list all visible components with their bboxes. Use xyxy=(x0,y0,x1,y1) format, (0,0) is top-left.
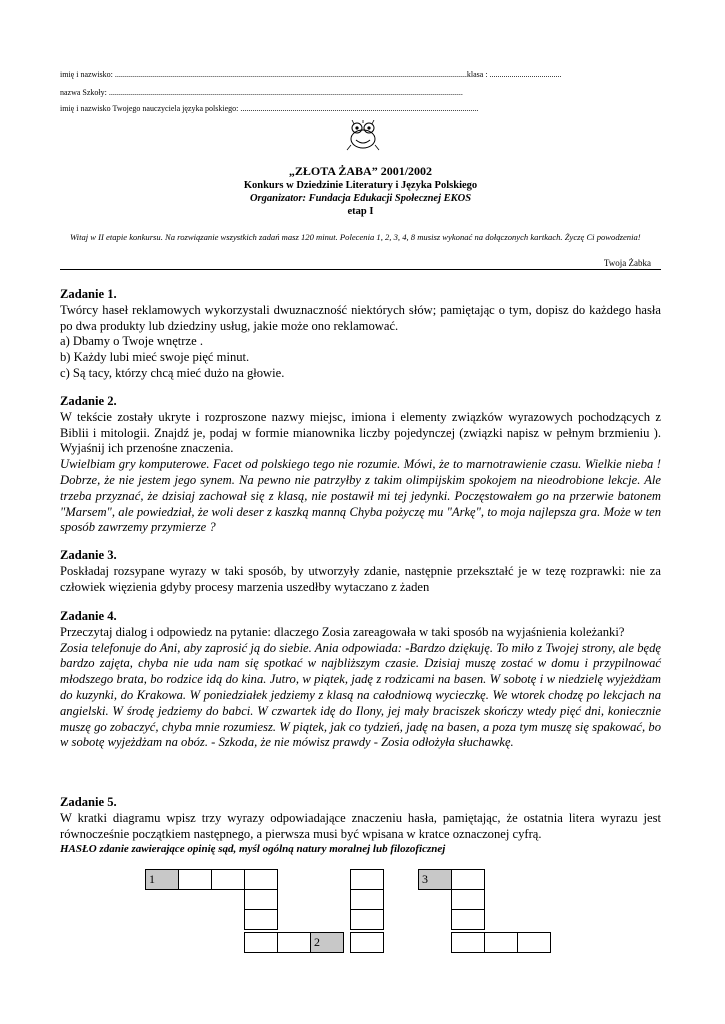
crossword-cell[interactable] xyxy=(451,909,485,930)
crossword-cell[interactable] xyxy=(244,889,278,910)
task-1-item-c: c) Są tacy, którzy chcą mieć dużo na głowie. xyxy=(60,365,285,380)
crossword-cell[interactable] xyxy=(451,869,485,890)
task-1-heading: Zadanie 1. xyxy=(60,287,117,301)
crossword-cell[interactable] xyxy=(244,932,278,953)
contest-organizer: Organizator: Fundacja Edukacji Społecznej EKOS xyxy=(249,193,472,204)
crossword-cell[interactable] xyxy=(350,889,384,910)
crossword-cell[interactable] xyxy=(451,932,485,953)
task-2-heading: Zadanie 2. xyxy=(60,394,117,408)
task-4 xyxy=(60,609,661,751)
task-1-item-a: a) Dbamy o Twoje wnętrze . xyxy=(60,334,203,349)
header-divider xyxy=(60,269,661,270)
contest-stage: etap I xyxy=(347,206,374,217)
task-5 xyxy=(60,795,661,858)
intro-text: Witaj w II etapie konkursu. Na rozwiązanie wszystkich zadań masz 120 minut. Polecenia 1, 2, 3, 4, 8 musisz wykonać na dołączonych kartkach. Życzę Ci powodzenia! xyxy=(70,232,641,242)
crossword-cell[interactable] xyxy=(178,869,212,890)
crossword-cell-numbered[interactable]: 2 xyxy=(310,932,344,953)
task-2-text: W tekście zostały ukryte i rozproszone nazwy miejsc, imiona i elementy związków wyrazowych pochodzących z Biblii i mitologii. Znajdź je, podaj w formie mianownika liczby pojedynczej (związki napisz w pełnym brzmieniu ). Wyjaśnij ich przenośne znaczenia. xyxy=(60,409,661,456)
name-field-line: imię i nazwisko: ................................................................................................................................................................................klasa : .................................... xyxy=(60,70,562,79)
task-3 xyxy=(60,548,661,595)
crossword-cell[interactable] xyxy=(350,932,384,953)
crossword-cell[interactable] xyxy=(244,909,278,930)
task-4-heading: Zadanie 4. xyxy=(60,609,117,623)
task-5-text: W kratki diagramu wpisz trzy wyrazy odpowiadające znaczeniu hasła, pamiętając, że ostatnia litera wyrazu jest równocześnie początkiem następnego, a pierwsza musi być wpisana w kratce oznaczonej cyfrą. xyxy=(60,810,661,841)
crossword-cell-numbered[interactable]: 3 xyxy=(418,869,452,890)
task-4-quote: Zosia telefonuje do Ani, aby zaprosić ją do siebie. Ania odpowiada: -Bardzo dziękuję. To miło z Twojej strony, ale będę bardzo zajęta, chyba nie uda nam się spotkać w najbliższym czasie. Dzisiaj muszę zostać w domu i przypilnować młodszego brata, bo rodzice idą do kina. Jutro, w piątek, jadę z rodzicami na basen. W sobotę i w niedzielę wyjeżdżam do kuzynki, do Krakowa. W poniedziałek jedziemy z klasą na całodniową wycieczkę. We wtorek chodzę po lekcjach na angielski. W środę jedziemy do babci. W czwartek idę do Ilony, jej mały braciszek skończy wtedy pięć dni, koniecznie muszę go zobaczyć, chyba mnie rozumiesz. W piątek, jak co tydzień, jadę na basen, a poza tym muszę się spakować, bo w sobotę wyjeżdżam na obóz. - Szkoda, że nie mówisz prawdy - Zosia odłożyła słuchawkę. xyxy=(60,640,661,750)
crossword-cell[interactable] xyxy=(244,869,278,890)
contest-title: „ZŁOTA ŻABA” 2001/2002 xyxy=(288,164,433,178)
task-2-quote: Uwielbiam gry komputerowe. Facet od polskiego tego nie rozumie. Mówi, że to marnotrawienie czasu. Wielkie nieba ! Dobrze, że nie jestem jego synem. Na pewno nie patrzyłby z takim olimpijskim spokojem na nieodrobione lekcje. Ale trzeba przyznać, że dzisiaj zachował się z klasą, nie postawił mi tej jedynki. Poczęstowałem go na przerwie batonem "Marsem", ale powiedział, że woli deser z kaszką manną Chyba pożyczę mu "Arkę", to moja najlepsza gra. Może w ten sposób zawrzemy przymierze ? xyxy=(60,457,661,535)
task-5-clue: HASŁO zdanie zawierające opinię sąd, myśl ogólną natury moralnej lub filozoficznej xyxy=(60,843,446,856)
crossword-cell-numbered[interactable]: 1 xyxy=(145,869,179,890)
crossword-cell[interactable] xyxy=(517,932,551,953)
intro-signature: Twoja Żabka xyxy=(603,258,651,268)
task-3-heading: Zadanie 3. xyxy=(60,548,117,562)
task-2 xyxy=(60,394,661,536)
crossword-cell[interactable] xyxy=(350,909,384,930)
task-1-item-b: b) Każdy lubi mieć swoje pięć minut. xyxy=(60,350,250,365)
crossword-cell[interactable] xyxy=(484,932,518,953)
task-1 xyxy=(60,287,661,382)
teacher-field-line: imię i nazwisko Twojego nauczyciela języka polskiego: ....................................................................................................................... xyxy=(60,104,479,113)
frog-logo-icon xyxy=(346,120,380,152)
crossword-cell[interactable] xyxy=(211,869,245,890)
school-field-line: nazwa Szkoły: ................................................................................................................................................................................. xyxy=(60,88,463,97)
task-5-heading: Zadanie 5. xyxy=(60,795,117,809)
crossword-cell[interactable] xyxy=(451,889,485,910)
task-4-text: Przeczytaj dialog i odpowiedz na pytanie: dlaczego Zosia zareagowała w taki sposób na wyjaśnienia koleżanki? xyxy=(60,624,625,639)
crossword-cell[interactable] xyxy=(350,869,384,890)
crossword-cell[interactable] xyxy=(277,932,311,953)
contest-subtitle: Konkurs w Dziedzinie Literatury i Języka Polskiego xyxy=(243,180,478,191)
task-3-text: Poskładaj rozsypane wyrazy w taki sposób, by utworzyły zdanie, następnie przekształć je w tezę rozprawki: nie za człowiek więzienia gdyby procesy marzenia uszedłby wytaczano z żaden xyxy=(60,563,661,594)
task-1-text: Twórcy haseł reklamowych wykorzystali dwuznaczność niektórych słów; pamiętając o tym, dopisz do każdego hasła po dwa produkty lub dziedziny usług, jakie może ono reklamować. xyxy=(60,302,661,333)
